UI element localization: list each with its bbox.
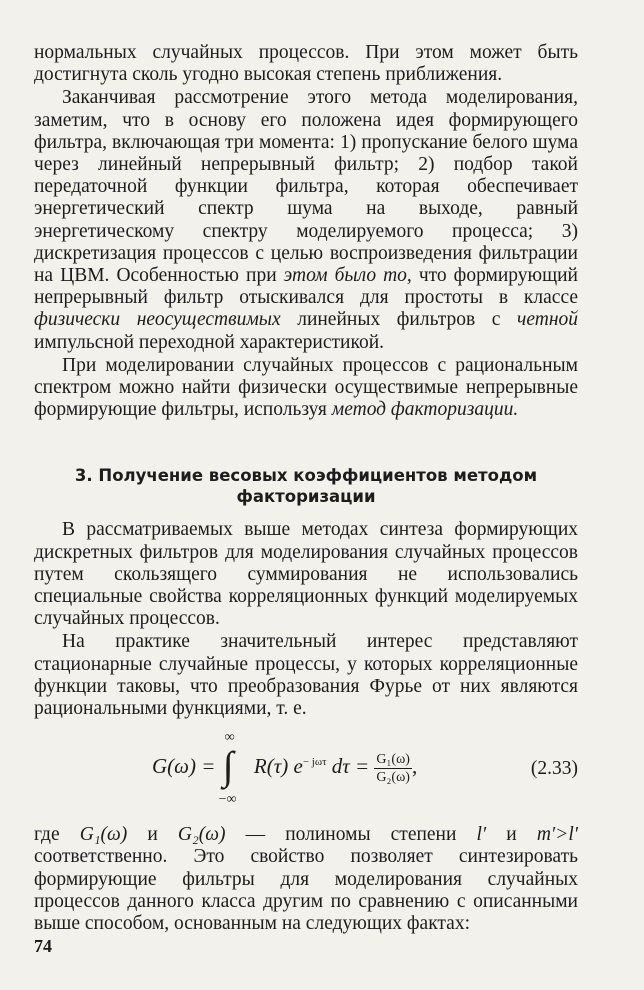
denominator: G₂(ω)	[376, 769, 410, 785]
equation-number: (2.33)	[530, 758, 578, 780]
paragraph-continuation: нормальных случайных процессов. При этом может быть достигнута сколь угодно высокая степень приближения.	[34, 42, 578, 86]
integral-upper-limit: ∞	[224, 730, 235, 746]
paragraph-rational-spectrum: При моделировании случайных процессов с рациональным спектром можно найти физически осуществимые непрерывные формирующие фильтры, используя метод факторизации.	[34, 354, 578, 421]
integral-sign: ∞ ∫ −∞	[218, 730, 237, 808]
equation-2-33	[34, 730, 578, 816]
page-text	[34, 42, 578, 935]
paragraph-forming-filter: Заканчивая рассмотрение этого метода моделирования, заметим, что в основу его положена идея формирующего фильтра, включающая три момента: 1) пропускание белого шума через линейный непрерывный фильтр; 2) подбор такой передаточной функции фильтра, которая обеспечивает энергетический спектр шума на выходе, равный энергетическому спектру моделируемого процесса; 3) дискретизация процессов с целью воспроизведения фильтрации на ЦВМ. Особенностью при этом было то, что формирующий непрерывный фильтр отыскивался для простоты в классе физически неосуществимых линейных фильтров с четной импульсной переходной характеристикой.	[34, 87, 578, 353]
integral-lower-limit: −∞	[218, 792, 237, 808]
equation-body: G(ω) = ∞ ∫ −∞ R(τ) $e^{- j\omega\tau}$ dτ = $\frac{\text{G₁(ω)}}{\text{G₂(ω)}}$ ,	[152, 730, 418, 808]
paragraph-polynomials: где G₁(ω) и G₂(ω) — полиномы степени l′ и m′>l′ соответственно. Это свойство позволяет синтезировать формирующие фильтры для моделирования случайных процессов данного класса другим по сравнению с описанными выше способом, основанным на следующих фактах:	[34, 824, 579, 935]
page-number: 74	[34, 936, 52, 956]
section-heading: 3. Получение весовых коэффициентов методом факторизации	[74, 466, 538, 507]
paragraph-synthesis-methods: В рассматриваемых выше методах синтеза формирующих дискретных фильтров для моделирования случайных процессов путем скользящего суммирования не использовались специальные свойства корреляционных функций моделируемых случайных процессов.	[34, 519, 578, 630]
paragraph-fourier: На практике значительный интерес представляют стационарные случайные процессы, у которых корреляционные функции таковы, что преобразования Фурье от них являются рациональными функциями, т. е.	[34, 631, 578, 720]
fraction	[374, 751, 412, 786]
numerator: G₁(ω)	[376, 751, 410, 767]
